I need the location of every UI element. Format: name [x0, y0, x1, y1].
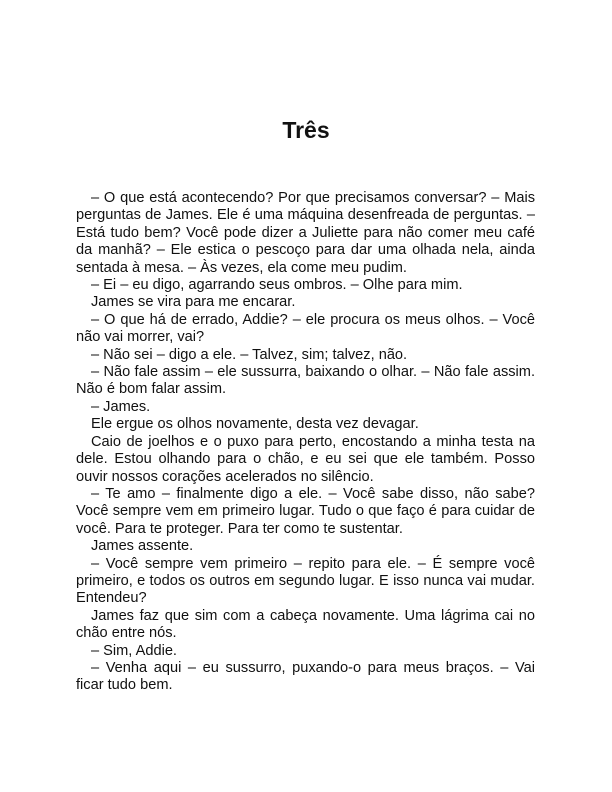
paragraph: – Sim, Addie.: [91, 642, 177, 659]
paragraph: James se vira para me encarar.: [91, 294, 296, 311]
paragraph: – O que há de errado, Addie? – ele procura os meus olhos. – Você não vai morrer, vai?: [76, 311, 535, 346]
paragraph: – Venha aqui – eu sussurro, puxando-o para meus braços. – Vai ficar tudo bem.: [76, 659, 535, 694]
paragraph: James faz que sim com a cabeça novamente. Uma lágrima cai no chão entre nós.: [76, 607, 535, 642]
paragraph: – Você sempre vem primeiro – repito para ele. – É sempre você primeiro, e todos os outros em segundo lugar. E isso nunca vai mudar. Entendeu?: [76, 555, 535, 607]
paragraph: Ele ergue os olhos novamente, desta vez devagar.: [91, 416, 419, 433]
paragraph: – Não fale assim – ele sussurra, baixando o olhar. – Não fale assim. Não é bom falar assim.: [76, 364, 535, 398]
paragraph: James assente.: [91, 538, 194, 555]
paragraph: – James.: [91, 398, 151, 415]
chapter-title: Três: [282, 117, 330, 143]
chapter-body: [76, 190, 535, 695]
paragraph: – Te amo – finalmente digo a ele. – Você sabe disso, não sabe? Você sempre vem em primeiro lugar. Tudo o que faço é para cuidar de você. Para te proteger. Para ter como te sustentar.: [76, 485, 535, 537]
paragraph: – O que está acontecendo? Por que precisamos conversar? – Mais perguntas de James. Ele é uma máquina desenfreada de perguntas. – Está tudo bem? Você pode dizer a Juliette para não comer meu café da manhã? – Ele estica o pescoço para dar uma olhada nela, ainda sentada à mesa. – Às vezes, ela come meu pudim.: [76, 190, 535, 276]
paragraph: Caio de joelhos e o puxo para perto, encostando a minha testa na dele. Estou olhando para o chão, e eu sei que ele também. Posso ouvir nossos corações acelerados no silêncio.: [76, 433, 535, 485]
paragraph: – Não sei – digo a ele. – Talvez, sim; talvez, não.: [91, 346, 408, 363]
paragraph: – Ei – eu digo, agarrando seus ombros. – Olhe para mim.: [91, 277, 463, 294]
